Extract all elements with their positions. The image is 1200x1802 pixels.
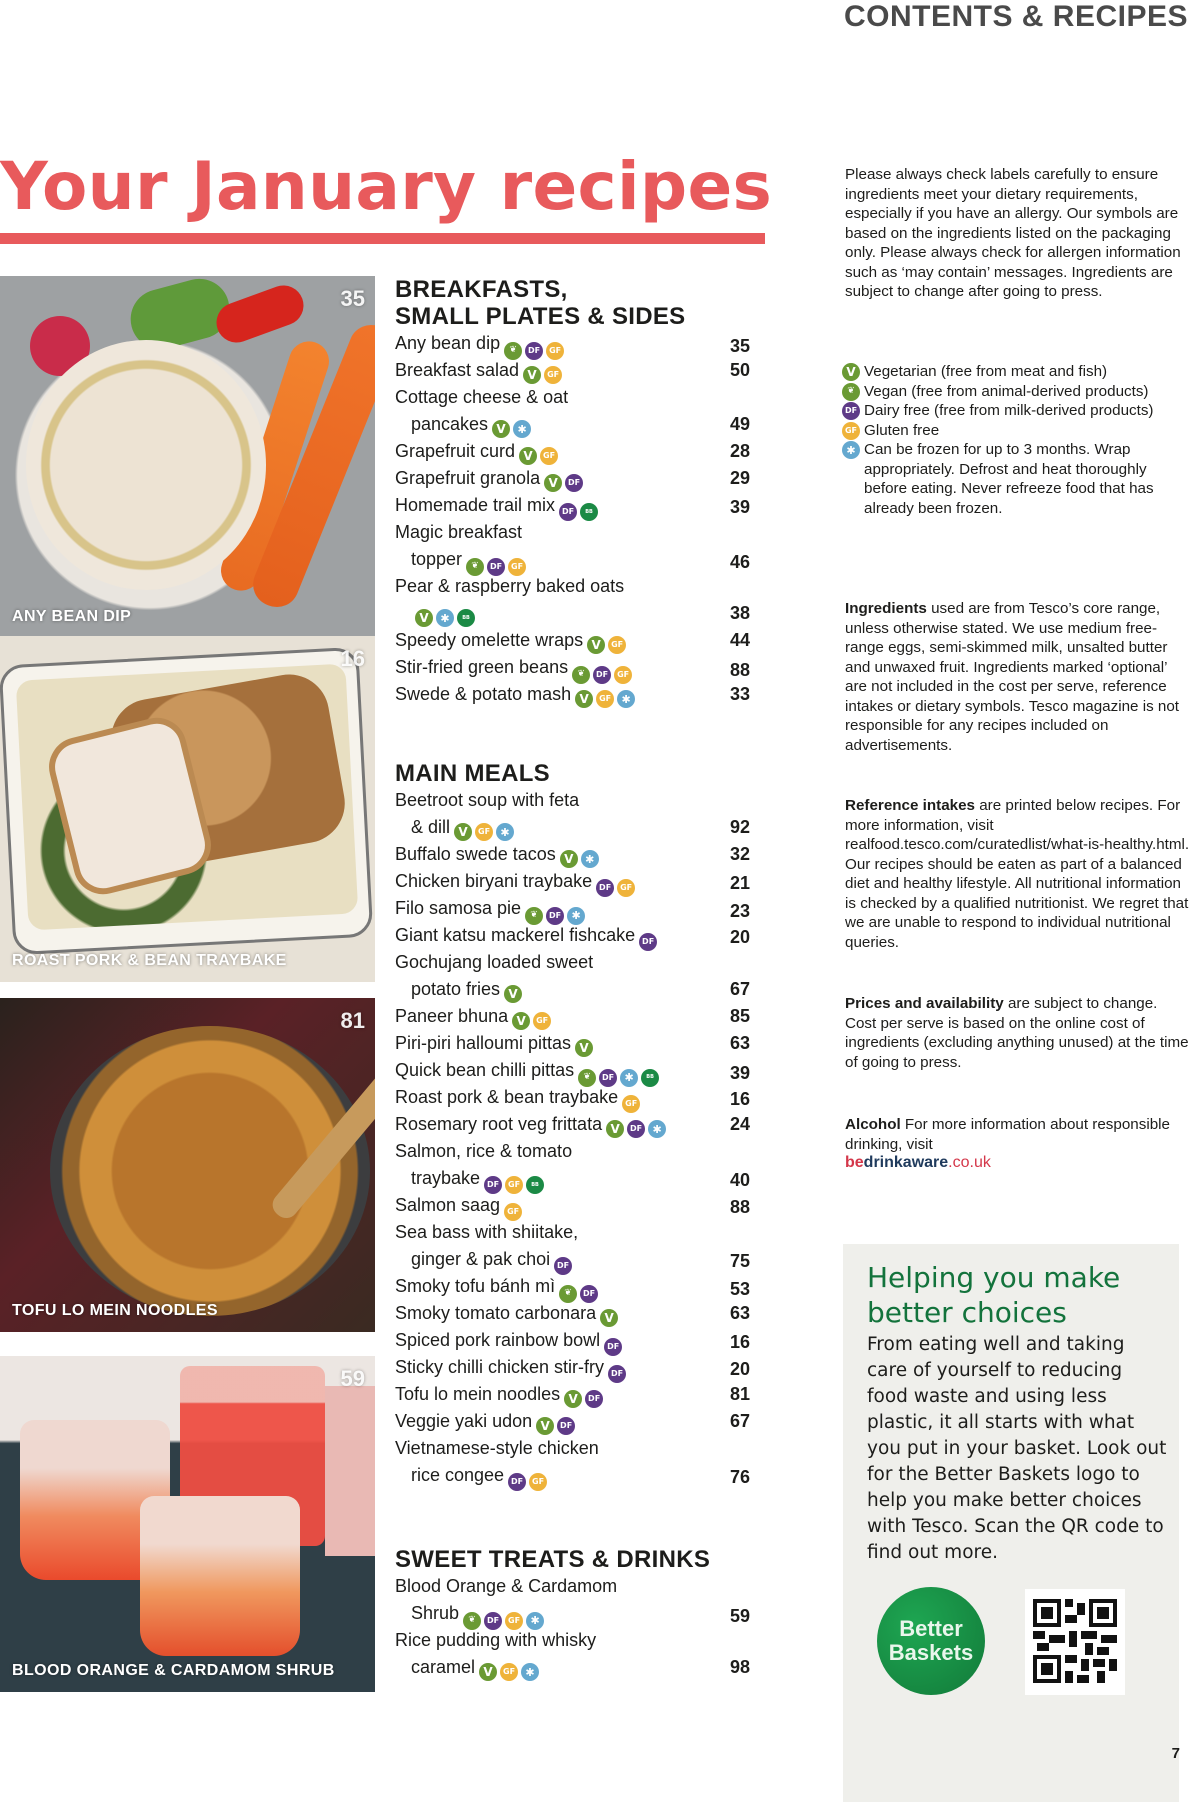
recipe-item[interactable] — [395, 787, 750, 841]
logo-line-1: Better — [899, 1616, 963, 1641]
recipe-name: Blood Orange & Cardamom — [395, 1576, 618, 1596]
recipe-page-number: 39 — [729, 1062, 750, 1083]
gluten-free-icon: GF — [508, 558, 526, 576]
freezable-icon: ✱ — [513, 420, 531, 438]
photo-page-number: 81 — [340, 1008, 365, 1033]
vegetarian-icon: V — [504, 985, 522, 1003]
dairy-free-icon: DF — [639, 933, 657, 951]
gluten-free-icon: GF — [596, 690, 614, 708]
recipe-name: Sea bass with shiitake, — [395, 1222, 579, 1242]
vegan-icon: ❦ — [504, 342, 522, 360]
freezable-icon: ✱ — [496, 823, 514, 841]
recipe-item[interactable] — [395, 1219, 750, 1275]
vegan-icon: ❦ — [842, 383, 860, 401]
dietary-icons — [564, 1390, 603, 1408]
freezable-icon: ✱ — [617, 690, 635, 708]
gluten-free-icon: GF — [842, 422, 860, 440]
recipe-name: Smoky tofu bánh mì — [395, 1276, 556, 1296]
vegetarian-icon: V — [523, 366, 541, 384]
dietary-icons — [606, 1120, 666, 1138]
dairy-free-icon: DF — [557, 1417, 575, 1435]
better-baskets-icon: BB — [641, 1069, 659, 1087]
recipe-item[interactable] — [395, 1030, 750, 1057]
dietary-icons — [508, 1473, 547, 1491]
vegetarian-icon: V — [479, 1663, 497, 1681]
photo-caption: ANY BEAN DIP — [12, 608, 132, 625]
vegetarian-icon: V — [454, 823, 472, 841]
dip-bowl-shape — [26, 340, 266, 590]
title-rule — [0, 233, 765, 244]
prices-text: are subject to change. Cost per serve is based on the online cost of ingredients (excluding anything unused) at the time of going to press. — [845, 995, 1189, 1071]
recipe-item[interactable] — [395, 1327, 750, 1356]
better-baskets-promo — [843, 1244, 1179, 1802]
recipe-item[interactable] — [395, 465, 750, 492]
recipe-page-number: 40 — [729, 1170, 750, 1190]
recipe-page-number: 38 — [729, 603, 750, 623]
dietary-icons — [523, 366, 562, 384]
recipe-page-number: 23 — [729, 900, 750, 921]
prices-heading: Prices and availability — [845, 995, 1004, 1012]
dietary-icons — [544, 474, 583, 492]
section-header: CONTENTS & RECIPES — [843, 0, 1188, 33]
recipe-page-number: 28 — [729, 441, 750, 461]
dietary-icons — [600, 1309, 618, 1327]
recipe-name: Salmon, rice & tomato — [395, 1141, 573, 1161]
vegetarian-icon: V — [492, 420, 510, 438]
vegetarian-icon: V — [842, 363, 860, 381]
recipe-item[interactable] — [395, 1300, 750, 1327]
reference-intakes-notice — [845, 796, 1190, 952]
dietary-icons — [560, 850, 599, 868]
recipe-page-number: 32 — [729, 844, 750, 864]
photo-tofu-lo-mein — [0, 998, 375, 1332]
gluten-free-icon: GF — [546, 342, 564, 360]
recipe-item[interactable] — [395, 1408, 750, 1435]
recipe-page-number: 20 — [729, 927, 750, 947]
drinkaware-be: be — [845, 1154, 864, 1171]
better-baskets-icon: BB — [580, 503, 598, 521]
freezable-icon: ✱ — [620, 1069, 638, 1087]
dairy-free-icon: DF — [593, 666, 611, 684]
recipe-item[interactable] — [395, 1573, 750, 1630]
dairy-free-icon: DF — [599, 1069, 617, 1087]
glass-shape — [140, 1496, 300, 1656]
gluten-free-icon: GF — [475, 823, 493, 841]
recipe-name: Pear & raspberry baked oats — [395, 576, 625, 596]
dietary-icons — [587, 636, 626, 654]
recipe-name-continued: ginger & pak choi — [411, 1249, 551, 1269]
recipe-item[interactable] — [395, 654, 750, 684]
drinkaware-link[interactable] — [845, 1154, 991, 1172]
recipe-page-number: 92 — [729, 817, 750, 837]
recipe-name: Grapefruit granola — [395, 468, 541, 488]
photo-any-bean-dip — [0, 276, 375, 638]
recipe-name: Homemade trail mix — [395, 495, 556, 515]
recipe-name: Smoky tomato carbonara — [395, 1303, 597, 1323]
recipe-name: Swede & potato mash — [395, 684, 572, 704]
recipe-page-number: 46 — [729, 551, 750, 572]
gluten-free-icon: GF — [622, 1095, 640, 1113]
recipe-page-number: 50 — [729, 360, 750, 380]
gluten-free-icon: GF — [529, 1473, 547, 1491]
gluten-free-icon: GF — [500, 1663, 518, 1681]
recipe-name: Spiced pork rainbow bowl — [395, 1330, 601, 1350]
recipe-page-number: 53 — [729, 1278, 750, 1299]
recipe-page-number: 21 — [729, 873, 750, 893]
recipe-item[interactable] — [395, 895, 750, 925]
recipe-name: Any bean dip — [395, 333, 501, 353]
dairy-free-icon: DF — [596, 879, 614, 897]
recipe-name-continued: rice congee — [411, 1465, 505, 1485]
page-title: Your January recipes — [0, 148, 773, 225]
recipe-name-continued: topper — [411, 549, 463, 569]
recipe-name: Sticky chilli chicken stir-fry — [395, 1357, 605, 1377]
recipe-page-number: 44 — [729, 630, 750, 650]
recipe-page-number: 39 — [729, 497, 750, 517]
recipe-name: Gochujang loaded sweet — [395, 952, 594, 972]
dairy-free-icon: DF — [565, 474, 583, 492]
recipe-name: Tofu lo mein noodles — [395, 1384, 561, 1404]
better-baskets-icon: BB — [457, 609, 475, 627]
promo-title: Helping you make better choices — [867, 1261, 1121, 1329]
recipe-item[interactable] — [395, 1435, 750, 1491]
recipe-item[interactable] — [395, 1111, 750, 1138]
recipe-page-number: 76 — [729, 1467, 750, 1487]
dietary-icons — [575, 690, 635, 708]
recipe-name: Giant katsu mackerel fishcake — [395, 925, 636, 945]
dairy-free-icon: DF — [484, 1176, 502, 1194]
recipe-item[interactable] — [395, 1057, 750, 1087]
recipe-item[interactable] — [395, 627, 750, 654]
dairy-free-icon: DF — [580, 1285, 598, 1303]
photo-page-number: 35 — [340, 286, 365, 311]
photo-blood-orange-shrub — [0, 1356, 375, 1692]
recipe-page-number: 81 — [729, 1384, 750, 1404]
recipe-name-continued: Shrub — [411, 1603, 460, 1623]
recipe-item[interactable] — [395, 330, 750, 360]
vegetarian-icon: V — [512, 1012, 530, 1030]
qr-code-icon — [1033, 1597, 1117, 1685]
recipe-name: Rice pudding with whisky — [395, 1630, 597, 1650]
freezable-icon: ✱ — [567, 907, 585, 925]
recipe-name: Cottage cheese & oat — [395, 387, 569, 407]
vegetarian-icon: V — [536, 1417, 554, 1435]
dairy-free-icon: DF — [508, 1473, 526, 1491]
recipe-page-number: 24 — [729, 1114, 750, 1134]
recipe-name: Vietnamese-style chicken — [395, 1438, 599, 1458]
vegan-icon: ❦ — [466, 558, 484, 576]
recipe-item[interactable] — [395, 949, 750, 1003]
logo-line-2: Baskets — [888, 1640, 974, 1665]
photo-caption: TOFU LO MEIN NOODLES — [12, 1302, 218, 1319]
legend-row — [842, 421, 1192, 441]
ingredients-text: used are from Tesco’s core range, unless otherwise stated. We use medium free-range eggs, semi-skimmed milk, unsalted butter and unwaxed fruit. Ingredients marked ‘optional’ are not included in the cost per serve, reference intakes or dietary symbols. Tesco magazine is not responsible for any recipes included on advertisements. — [845, 600, 1179, 754]
allergy-notice: Please always check labels carefully to ensure ingredients meet your dietary requirements, especially if you have an allergy. Our symbols are based on the ingredients listed on the packaging only. Please always check for allergen information such as ‘may contain’ messages. Ingredients are subject to change after going to press. — [845, 166, 1181, 300]
freezable-icon: ✱ — [648, 1120, 666, 1138]
recipe-page-number: 75 — [729, 1251, 750, 1271]
page-number: 7 — [1171, 1745, 1180, 1762]
promo-body: From eating well and taking care of yourself to reducing food waste and using less plastic, it all starts with what you put in your basket. Look out for the Better Baskets logo to help you make better choices with Tesco. Scan the QR code to find out more. — [867, 1334, 1167, 1563]
gluten-free-icon: GF — [505, 1176, 523, 1194]
recipe-item[interactable] — [395, 492, 750, 521]
legend-row — [842, 440, 1192, 518]
recipe-name: Beetroot soup with feta — [395, 790, 580, 810]
gluten-free-icon: GF — [614, 666, 632, 684]
photo-roast-pork — [0, 636, 375, 982]
vegetarian-icon: V — [560, 850, 578, 868]
vegan-icon: ❦ — [463, 1612, 481, 1630]
recipe-name: Salmon saag — [395, 1195, 501, 1215]
dairy-free-icon: DF — [627, 1120, 645, 1138]
category-heading: BREAKFASTS, — [395, 276, 568, 303]
category-heading: MAIN MEALS — [395, 760, 550, 787]
recipe-item[interactable] — [395, 1381, 750, 1408]
dairy-free-icon: DF — [554, 1257, 572, 1275]
recipe-item[interactable] — [395, 1003, 750, 1030]
prices-notice — [845, 994, 1190, 1072]
photo-page-number: 16 — [340, 646, 365, 671]
vegetarian-icon: V — [587, 636, 605, 654]
drinkaware-drink: drinkaware — [863, 1154, 949, 1171]
recipe-page-number: 29 — [729, 468, 750, 488]
dairy-free-icon: DF — [608, 1365, 626, 1383]
gluten-free-icon: GF — [544, 366, 562, 384]
recipe-name: Rosemary root veg frittata — [395, 1114, 603, 1134]
recipe-item[interactable] — [395, 1084, 750, 1113]
vegetarian-icon: V — [415, 609, 433, 627]
recipe-item[interactable] — [395, 922, 750, 951]
alcohol-notice — [845, 1115, 1190, 1154]
vegetarian-icon: V — [544, 474, 562, 492]
vegan-icon: ❦ — [559, 1285, 577, 1303]
vegetarian-icon: V — [519, 447, 537, 465]
recipe-page-number: 33 — [729, 684, 750, 704]
recipe-name-continued: potato fries — [411, 979, 501, 999]
freezable-icon: ✱ — [526, 1612, 544, 1630]
legend-row — [842, 401, 1192, 421]
legend-text: Can be frozen for up to 3 months. Wrap appropriately. Defrost and heat thoroughly before eating. Never refreeze food that has already been frozen. — [864, 441, 1154, 517]
legend-text: Vegetarian (free from meat and fish) — [864, 363, 1108, 380]
gluten-free-icon: GF — [608, 636, 626, 654]
recipe-page-number: 63 — [729, 1033, 750, 1053]
dairy-free-icon: DF — [487, 558, 505, 576]
gluten-free-icon: GF — [540, 447, 558, 465]
dietary-icons — [512, 1012, 551, 1030]
vegetarian-icon: V — [575, 690, 593, 708]
freezable-icon: ✱ — [436, 609, 454, 627]
photo-caption: BLOOD ORANGE & CARDAMOM SHRUB — [12, 1662, 335, 1679]
dietary-legend — [842, 362, 1192, 518]
drinkaware-domain: .co.uk — [948, 1154, 991, 1171]
category-heading: SMALL PLATES & SIDES — [395, 303, 686, 330]
recipe-name: Magic breakfast — [395, 522, 523, 542]
dairy-free-icon: DF — [484, 1612, 502, 1630]
vegetarian-icon: V — [606, 1120, 624, 1138]
recipe-name: Stir-fried green beans — [395, 657, 569, 677]
dairy-free-icon: DF — [604, 1338, 622, 1356]
recipe-name: Speedy omelette wraps — [395, 630, 584, 650]
vegetarian-icon: V — [575, 1039, 593, 1057]
legend-row — [842, 382, 1192, 402]
recipe-item[interactable] — [395, 1273, 750, 1303]
vegetarian-icon: V — [564, 1390, 582, 1408]
recipe-item[interactable] — [395, 384, 750, 438]
ingredients-notice — [845, 599, 1190, 755]
photo-caption: ROAST PORK & BEAN TRAYBAKE — [12, 952, 287, 969]
recipe-name: Piri-piri halloumi pittas — [395, 1033, 572, 1053]
recipe-page-number: 98 — [729, 1657, 750, 1677]
vegan-icon: ❦ — [578, 1069, 596, 1087]
recipe-name: Veggie yaki udon — [395, 1411, 533, 1431]
recipe-page-number: 49 — [729, 414, 750, 434]
recipe-page-number: 35 — [729, 335, 750, 356]
recipe-item[interactable] — [395, 438, 750, 465]
recipe-page-number: 85 — [729, 1006, 750, 1026]
freezable-icon: ✱ — [842, 441, 860, 459]
ingredients-heading: Ingredients — [845, 600, 927, 617]
napkin-shape — [325, 1386, 375, 1556]
recipe-item[interactable] — [395, 357, 750, 384]
recipe-page-number: 88 — [729, 659, 750, 680]
recipe-item[interactable] — [395, 681, 750, 708]
recipe-item[interactable] — [395, 1627, 750, 1681]
gluten-free-icon: GF — [617, 879, 635, 897]
category-heading: SWEET TREATS & DRINKS — [395, 1546, 711, 1573]
recipe-name: Breakfast salad — [395, 360, 520, 380]
reference-heading: Reference intakes — [845, 797, 976, 814]
dairy-free-icon: DF — [559, 503, 577, 521]
recipe-item[interactable] — [395, 1138, 750, 1194]
vegan-icon: ❦ — [525, 907, 543, 925]
recipe-name-continued: & dill — [411, 817, 451, 837]
alcohol-heading: Alcohol — [845, 1116, 901, 1133]
dairy-free-icon: DF — [546, 907, 564, 925]
gluten-free-icon: GF — [533, 1012, 551, 1030]
legend-text: Gluten free — [864, 421, 940, 439]
recipe-name: Grapefruit curd — [395, 441, 516, 461]
legend-text: Vegan (free from animal-derived products) — [864, 382, 1149, 400]
recipe-page-number: 67 — [729, 1411, 750, 1431]
legend-text: Dairy free (free from milk-derived products) — [864, 402, 1154, 419]
recipe-name: Quick bean chilli pittas — [395, 1060, 575, 1080]
recipe-name: Filo samosa pie — [395, 898, 522, 918]
dairy-free-icon: DF — [585, 1390, 603, 1408]
recipe-item[interactable] — [395, 1192, 750, 1221]
vegan-icon: ❦ — [572, 666, 590, 684]
dietary-icons — [479, 1663, 539, 1681]
freezable-icon: ✱ — [581, 850, 599, 868]
better-baskets-icon: BB — [526, 1176, 544, 1194]
recipe-item[interactable] — [395, 573, 750, 627]
recipe-page-number: 59 — [729, 1605, 750, 1626]
photo-page-number: 59 — [340, 1366, 365, 1391]
recipe-name-continued: caramel — [411, 1657, 476, 1677]
qr-code[interactable] — [1025, 1589, 1125, 1695]
dietary-icons — [415, 609, 475, 627]
dietary-icons — [575, 1039, 593, 1057]
freezable-icon: ✱ — [521, 1663, 539, 1681]
dietary-icons — [454, 823, 514, 841]
vegetarian-icon: V — [600, 1309, 618, 1327]
recipe-name-continued: traybake — [411, 1168, 481, 1188]
recipe-page-number: 16 — [729, 1089, 750, 1109]
recipe-item[interactable] — [395, 868, 750, 897]
recipe-page-number: 67 — [729, 979, 750, 999]
recipe-item[interactable] — [395, 1354, 750, 1383]
pepper-shape — [211, 280, 309, 348]
gluten-free-icon: GF — [505, 1612, 523, 1630]
dietary-icons — [536, 1417, 575, 1435]
dietary-icons — [519, 447, 558, 465]
dairy-free-icon: DF — [842, 402, 860, 420]
recipe-item[interactable] — [395, 519, 750, 576]
recipe-name: Roast pork & bean traybake — [395, 1087, 619, 1107]
recipe-name: Chicken biryani traybake — [395, 871, 593, 891]
dairy-free-icon: DF — [525, 342, 543, 360]
better-baskets-logo — [877, 1587, 985, 1695]
recipe-page-number: 63 — [729, 1303, 750, 1323]
reference-text: are printed below recipes. For more information, visit realfood.tesco.com/curatedlist/what-is-healthy.html. Our recipes should be eaten as part of a balanced diet and healthy lifestyle. All nutritional information is checked by a qualified nutritionist. We regret that we are unable to respond to individual nutritional queries. — [845, 797, 1190, 951]
dietary-icons — [504, 985, 522, 1003]
dietary-icons — [492, 420, 531, 438]
recipe-page-number: 88 — [729, 1197, 750, 1217]
recipe-item[interactable] — [395, 841, 750, 868]
recipe-name: Buffalo swede tacos — [395, 844, 556, 864]
recipe-page-number: 16 — [729, 1332, 750, 1352]
legend-row — [842, 362, 1192, 382]
gluten-free-icon: GF — [504, 1203, 522, 1221]
alcohol-text: For more information about responsible drinking, visit — [845, 1116, 1170, 1153]
recipe-name: Paneer bhuna — [395, 1006, 509, 1026]
recipe-name-continued: pancakes — [411, 414, 489, 434]
recipe-page-number: 20 — [729, 1359, 750, 1379]
